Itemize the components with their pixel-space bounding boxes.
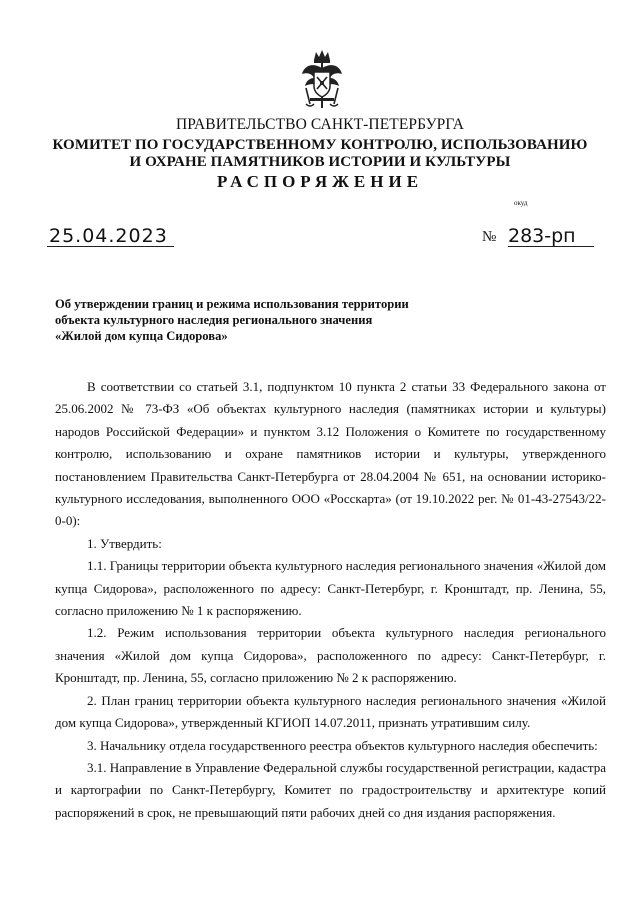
committee-title-line1: КОМИТЕТ ПО ГОСУДАРСТВЕННОМУ КОНТРОЛЮ, ИСПОЛЬЗОВАНИЮ	[52, 137, 588, 153]
paragraph-3-1: 3.1. Направление в Управление Федеральной службы государственной регистрации, кадастра и картографии по Санкт-Петербургу, Комитет по градостроительству и архитектуре копий распоряжений в срок, не превышающий пяти рабочих дней со дня издания распоряжения.	[55, 759, 606, 820]
document-body	[55, 376, 606, 824]
subject-line: объекта культурного наследия регионального значения	[55, 313, 373, 327]
document-subject	[55, 296, 475, 344]
paragraph-1: 1. Утвердить:	[87, 535, 162, 551]
document-type: РАСПОРЯЖЕНИЕ	[216, 172, 424, 191]
subject-line: Об утверждении границ и режима использования территории	[55, 297, 409, 311]
coat-of-arms-icon	[300, 48, 344, 110]
paragraph-3: 3. Начальнику отдела государственного реестра объектов культурного наследия обеспечить:	[87, 737, 598, 753]
paragraph-1-2: 1.2. Режим использования территории объекта культурного наследия регионального значения «Жилой дом купца Сидорова», расположенного по адресу: Санкт-Петербург, г. Кронштадт, пр. Ленина, 55, согласно приложению № 2 к распоряжению.	[55, 625, 606, 686]
document-date: 25.04.2023	[47, 226, 174, 247]
subject-line: «Жилой дом купца Сидорова»	[55, 329, 228, 343]
paragraph-preamble: В соответствии со статьей 3.1, подпунктом 10 пункта 2 статьи 33 Федерального закона от 25.06.2002 № 73-ФЗ «Об объектах культурного наследия (памятниках истории и культуры) народов Российской Федерации» и пунктом 3.12 Положения о Комитете по государственному контролю, использованию и охране памятников истории и культуры, утвержденного постановлением Правительства Санкт-Петербурга от 28.04.2004 № 651, на основании историко-культурного исследования, выполненного ООО «Росскарта» (от 19.10.2022 рег. № 01-43-27543/22-0-0):	[55, 379, 606, 529]
okud-label: окуд	[514, 199, 528, 207]
number-sign: №	[482, 229, 497, 245]
government-title: ПРАВИТЕЛЬСТВО САНКТ-ПЕТЕРБУРГА	[175, 116, 465, 133]
paragraph-2: 2. План границ территории объекта культурного наследия регионального значения «Жилой дом купца Сидорова», утвержденный КГИОП 14.07.2011, признать утратившим силу.	[55, 692, 606, 731]
paragraph-1-1: 1.1. Границы территории объекта культурного наследия регионального значения «Жилой дом купца Сидорова», расположенного по адресу: Санкт-Петербург, г. Кронштадт, пр. Ленина, 55, согласно приложению № 1 к распоряжению.	[55, 558, 606, 619]
document-number: 283-рп	[508, 226, 594, 247]
committee-title-line2: И ОХРАНЕ ПАМЯТНИКОВ ИСТОРИИ И КУЛЬТУРЫ	[129, 154, 511, 170]
